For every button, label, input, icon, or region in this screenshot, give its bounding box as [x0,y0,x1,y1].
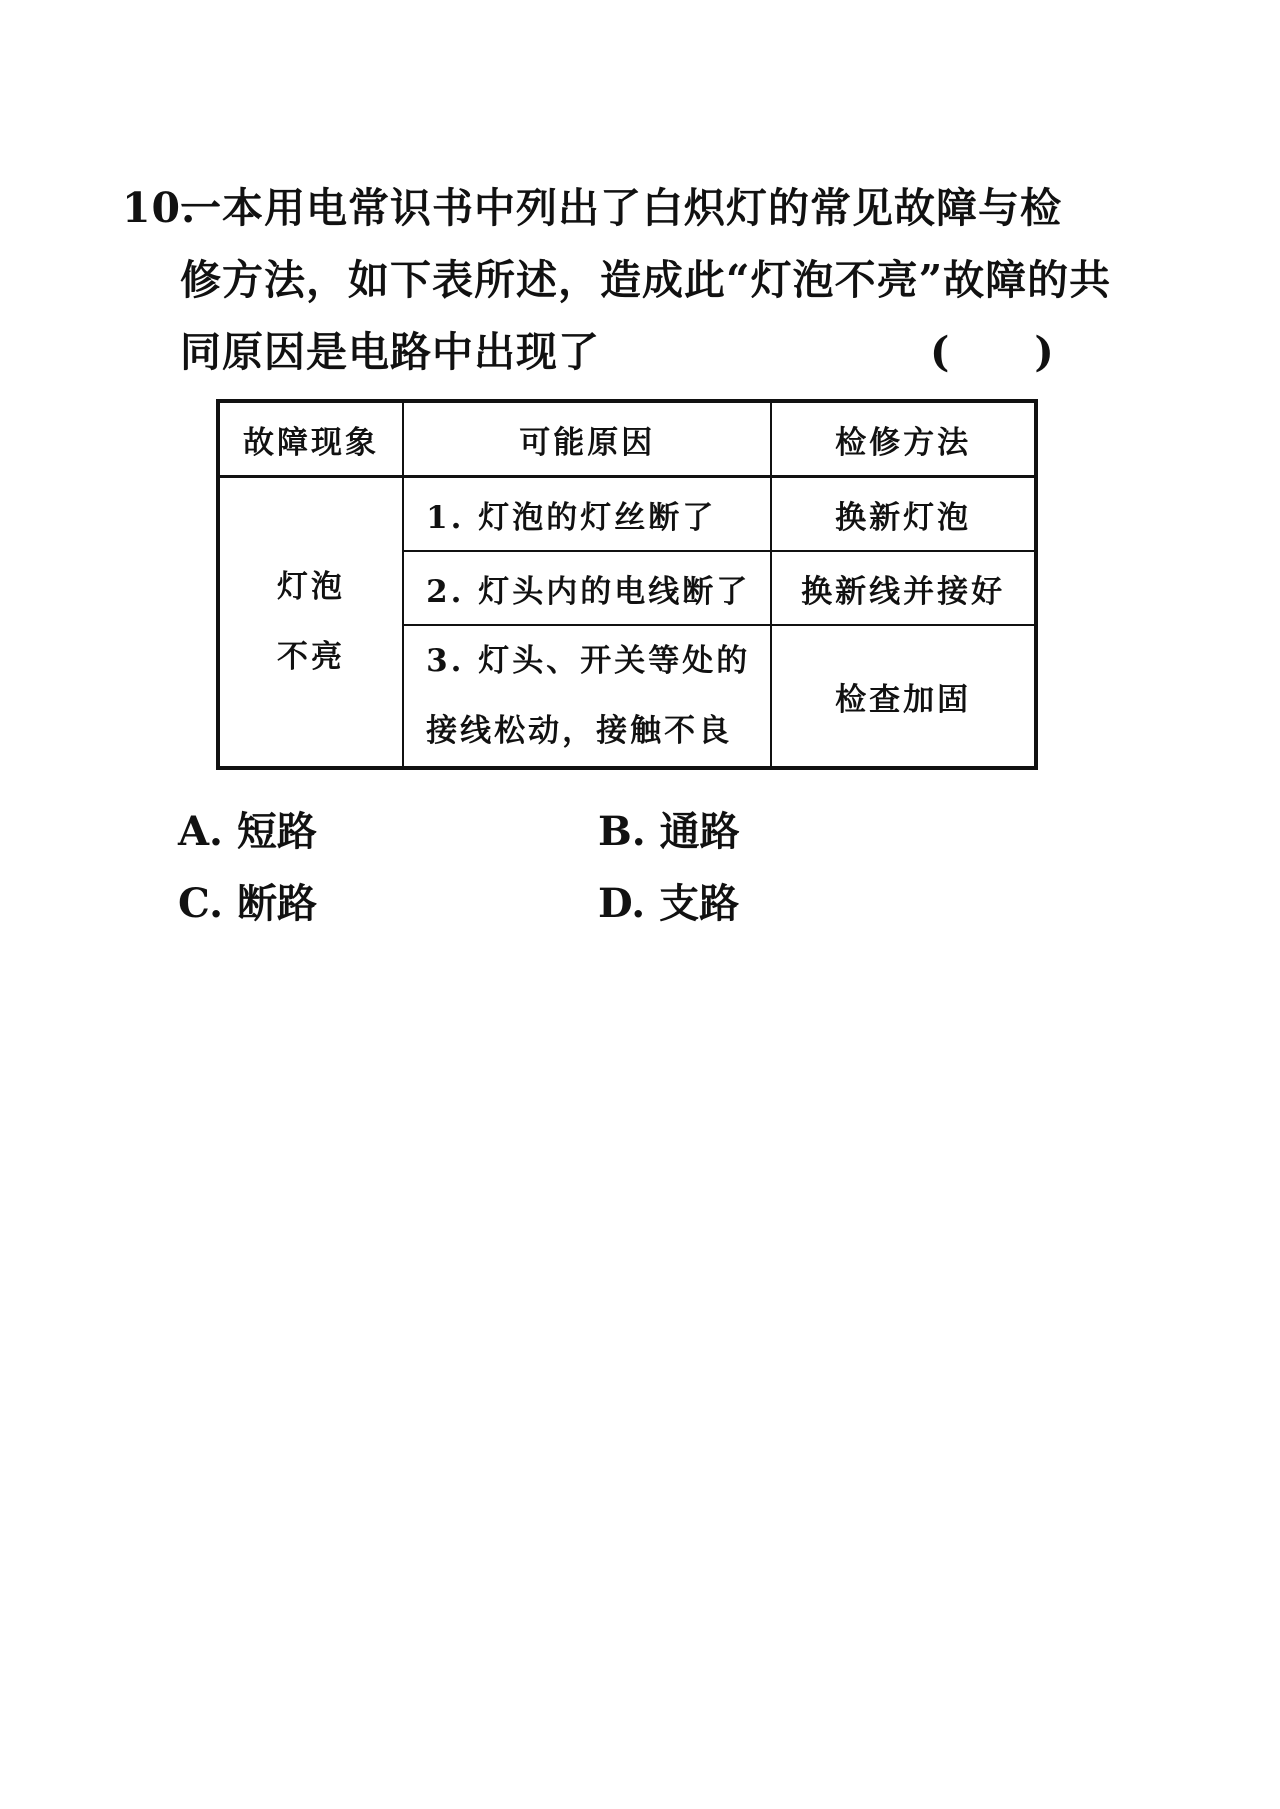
answer-blank[interactable]: ( ) [930,328,1055,376]
question-text-3: 同原因是电路中出现了 [180,328,600,376]
cause-cell: 2. 灯头内的电线断了 [403,551,771,625]
method-cell: 换新线并接好 [771,551,1036,625]
question-text-1: 一本用电常识书中列出了白炽灯的常见故障与检 [180,184,1062,232]
method-cell: 换新灯泡 [771,477,1036,552]
method-cell: 检查加固 [771,625,1036,768]
options-row-1 [178,796,878,868]
cause-cell [403,625,771,768]
table-row [218,477,1036,552]
table-header-row [218,401,1036,477]
header-symptom: 故障现象 [218,401,403,477]
option-c[interactable]: C. 断路 [178,880,317,927]
answer-options [178,796,878,940]
cause-cell: 1. 灯泡的灯丝断了 [403,477,771,552]
option-b[interactable]: B. 通路 [598,808,740,855]
question-line-2: 修方法，如下表所述，造成此“灯泡不亮”故障的共 [180,256,1112,304]
option-a[interactable]: A. 短路 [178,808,317,855]
option-d[interactable]: D. 支路 [598,880,740,927]
symptom-line-1: 灯泡 [277,569,346,605]
fault-table [216,399,1038,770]
question-stem [122,172,1112,388]
symptom-cell [218,477,403,769]
cause-line-1: 3. 灯头、开关等处的 [426,643,751,679]
header-method: 检修方法 [771,401,1036,477]
header-cause: 可能原因 [403,401,771,477]
symptom-line-2: 不亮 [277,639,346,675]
options-row-2 [178,868,878,940]
question-number: 10. [122,184,197,232]
question-line-3 [122,316,1082,388]
cause-line-2: 接线松动，接触不良 [426,713,733,749]
question-line-1 [122,172,1082,244]
